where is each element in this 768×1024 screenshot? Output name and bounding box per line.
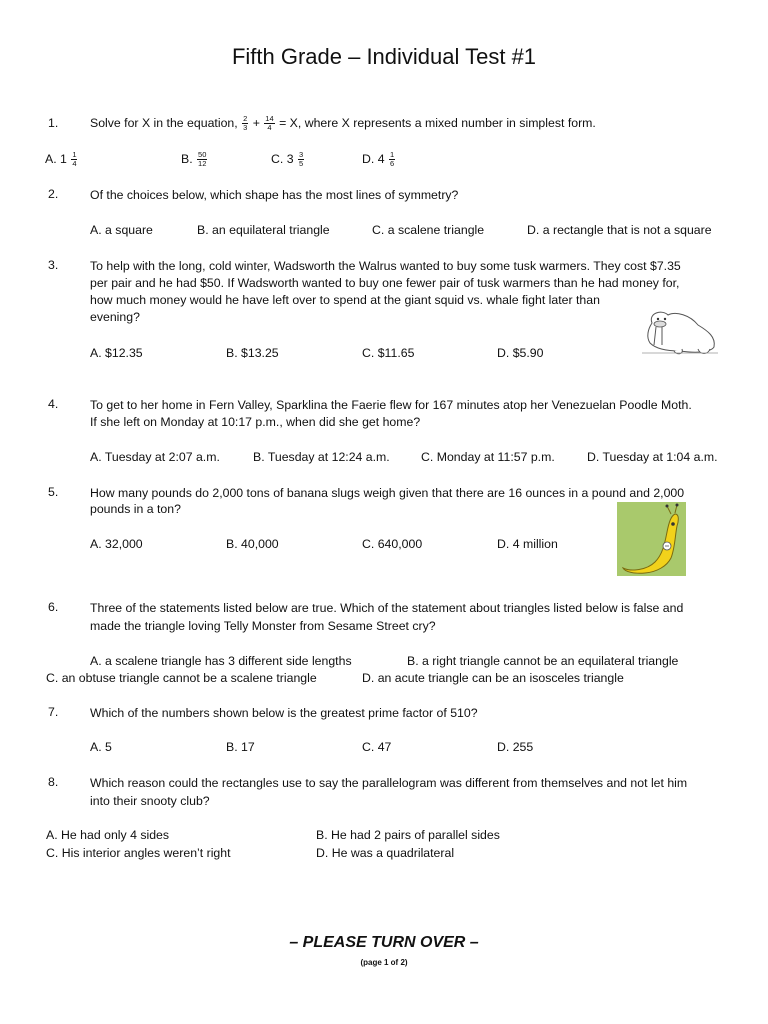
question-3-line-2: per pair and he had $50. If Wadsworth wanted to buy one fewer pair of tusk warmers than he had money for, xyxy=(90,276,680,290)
question-1-text xyxy=(90,114,596,132)
q7-choice-a: A. 5 xyxy=(90,740,112,754)
question-4-line-2: If she left on Monday at 10:17 p.m., when did she get home? xyxy=(90,415,421,429)
question-7-number: 7. xyxy=(48,705,59,719)
question-1-text-b: = X, where X represents a mixed number in simplest form. xyxy=(279,116,596,130)
q1-choice-d: D. 4 $\frac{1}{6}$ xyxy=(362,150,395,169)
question-3-line-1: To help with the long, cold winter, Wadsworth the Walrus wanted to buy some tusk warmers. They cost $7.35 xyxy=(90,259,681,273)
fraction-14-4: $\frac{14}{4}$ xyxy=(265,114,274,133)
q8-choice-c: C. His interior angles weren’t right xyxy=(46,846,231,860)
q2-choice-c: C. a scalene triangle xyxy=(372,223,485,237)
q1-choice-c: C. 3 $\frac{3}{5}$ xyxy=(271,150,304,169)
q6-choice-a: A. a scalene triangle has 3 different side lengths xyxy=(90,654,352,668)
question-5-line-1: How many pounds do 2,000 tons of banana slugs weigh given that there are 16 ounces in a pound and 2,000 xyxy=(90,486,685,500)
q8-choice-b: B. He had 2 pairs of parallel sides xyxy=(316,828,500,842)
q5-choice-d: D. 4 million xyxy=(497,537,558,551)
question-7-text: Which of the numbers shown below is the greatest prime factor of 510? xyxy=(90,706,478,720)
q4-choice-c: C. Monday at 11:57 p.m. xyxy=(421,450,555,464)
please-turn-over: – PLEASE TURN OVER – xyxy=(289,934,479,951)
question-2-number: 2. xyxy=(48,187,59,201)
q2-choice-a: A. a square xyxy=(90,223,153,237)
q6-choice-b: B. a right triangle cannot be an equilateral triangle xyxy=(407,654,679,668)
question-1-number: 1. xyxy=(48,116,59,130)
q8-choice-a: A. He had only 4 sides xyxy=(46,828,170,842)
question-4-line-1: To get to her home in Fern Valley, Sparklina the Faerie flew for 167 minutes atop her Venezuelan Poodle Moth. xyxy=(90,398,692,412)
q4-choice-d: D. Tuesday at 1:04 a.m. xyxy=(587,450,718,464)
q4-choice-b: B. Tuesday at 12:24 a.m. xyxy=(253,450,390,464)
fraction-2-3: $\frac{2}{3}$ xyxy=(243,114,248,133)
question-3-number: 3. xyxy=(48,258,59,272)
question-6-number: 6. xyxy=(48,600,59,614)
q1-choice-a: A. 1 $\frac{1}{4}$ xyxy=(45,150,77,169)
page-title: Fifth Grade – Individual Test #1 xyxy=(231,44,537,69)
question-5-number: 5. xyxy=(48,485,59,499)
question-4-number: 4. xyxy=(48,397,59,411)
q2-choice-b: B. an equilateral triangle xyxy=(197,223,330,237)
question-1-text-a: Solve for X in the equation, xyxy=(90,116,238,130)
page-number: (page 1 of 2) xyxy=(360,958,408,967)
banana-slug-illustration xyxy=(617,502,686,576)
question-6-line-1: Three of the statements listed below are true. Which of the statement about triangles listed below is false and xyxy=(90,601,684,615)
q6-choice-d: D. an acute triangle can be an isosceles triangle xyxy=(362,671,624,685)
q3-choice-b: B. $13.25 xyxy=(226,346,279,360)
question-6-line-2: made the triangle loving Telly Monster from Sesame Street cry? xyxy=(90,619,436,633)
q3-choice-c: C. $11.65 xyxy=(362,346,415,360)
q3-choice-a: A. $12.35 xyxy=(90,346,143,360)
question-3-line-4: evening? xyxy=(90,310,140,324)
question-5-line-2: pounds in a ton? xyxy=(90,502,181,516)
q6-choice-c: C. an obtuse triangle cannot be a scalene triangle xyxy=(46,671,317,685)
q5-choice-c: C. 640,000 xyxy=(362,537,423,551)
q7-choice-c: C. 47 xyxy=(362,740,392,754)
q4-choice-a: A. Tuesday at 2:07 a.m. xyxy=(90,450,220,464)
slug-icon xyxy=(617,502,686,576)
question-8-line-2: into their snooty club? xyxy=(90,794,210,808)
q7-choice-d: D. 255 xyxy=(497,740,534,754)
plus-sign: + xyxy=(252,116,260,130)
question-8-line-1: Which reason could the rectangles use to say the parallelogram was different from themselves and not let him xyxy=(90,776,688,790)
question-2-text: Of the choices below, which shape has the most lines of symmetry? xyxy=(90,188,459,202)
q1-choice-b: B. $\frac{50}{12}$ xyxy=(181,150,207,169)
q2-choice-d: D. a rectangle that is not a square xyxy=(527,223,712,237)
walrus-illustration xyxy=(638,305,720,357)
q7-choice-b: B. 17 xyxy=(226,740,255,754)
q8-choice-d: D. He was a quadrilateral xyxy=(316,846,455,860)
q5-choice-a: A. 32,000 xyxy=(90,537,143,551)
question-8-number: 8. xyxy=(48,775,59,789)
q5-choice-b: B. 40,000 xyxy=(226,537,279,551)
question-3-line-3: how much money would he have left over to spend at the giant squid vs. whale fight later than xyxy=(90,293,600,307)
q3-choice-d: D. $5.90 xyxy=(497,346,544,360)
